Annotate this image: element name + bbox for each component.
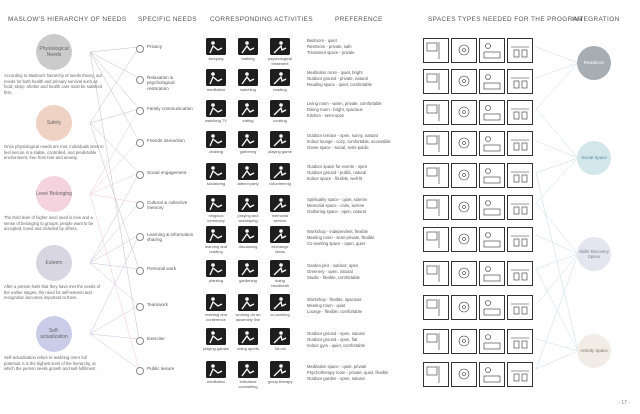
greenery-plan-icon [451,261,477,286]
activity-label: group therapy [267,379,293,384]
activity-label: religious ceremony [207,213,225,223]
activity-item [266,195,294,223]
specific-need-teamwork [136,302,194,311]
activity-label: psychological treatment [267,56,292,66]
activity-label: bathing [241,56,255,61]
specific-need-social [136,170,194,179]
connection-line [536,47,578,63]
node-dot [136,107,144,115]
therapy-icon [270,361,290,378]
activity-item [202,361,230,389]
meeting-plan-icon [451,227,477,252]
dining-plan-icon [451,100,477,125]
specific-need-public-leisure [136,366,194,375]
planting-icon [206,260,226,277]
activity-item [202,100,230,124]
preference-line: Meditation space - quiet, private [307,364,367,369]
connection-line [536,63,578,109]
header-spaces: SPACES TYPES NEEDED FOR THE PROGRAM [428,16,583,23]
socializing-icon [206,163,226,180]
seating-plan-icon [507,131,533,156]
activity-label: discussing [238,244,258,249]
preference-group [307,229,419,248]
specific-need-label: Friends interaction [147,138,185,143]
activity-item [202,195,230,223]
activity-label: planting [208,278,223,283]
treatment-plan-icon [479,38,505,63]
activity-row [202,100,294,124]
specific-need-label: Relaxation & psychological restoration [147,75,175,91]
space-row [423,261,533,286]
exchange-icon [270,226,290,243]
space-row [423,329,533,354]
preference-group [307,38,419,57]
preference-line: Outdoor ground - public, natural [307,170,367,176]
ceremony-icon [206,195,226,212]
need-circle [36,316,72,352]
preference-line: Outdoor ground - open, flat [307,337,358,343]
header-preference: PREFERENCE [335,16,383,23]
connection-line [536,235,578,254]
memorial-icon [270,195,290,212]
need-circle [36,176,72,212]
specific-need-label: Social engagement [147,170,187,175]
specific-need-family [136,106,194,115]
node-dot [136,337,144,345]
activity-label: meeting and conference [204,312,227,322]
connection-line [536,158,578,173]
activity-label: playing games [203,346,229,351]
activity-label: chatting [208,149,223,154]
preference-line: Treatment space - private [307,50,355,56]
kitchen-plan-icon [479,100,505,125]
activity-row [202,328,294,352]
node-dot [136,171,144,179]
reading-icon [270,69,290,86]
activity-label: exchange ideas [271,244,289,254]
activity-label: cooking [273,118,287,123]
activity-item [234,163,262,187]
activity-label: memorial service [271,213,289,223]
activity-label: eating [242,118,254,123]
preference-line: Outdoor garden - open, natural [307,376,365,382]
activity-label: watching TV [205,118,227,123]
sports-plan-icon [451,329,477,354]
activity-label: Tai-chi [274,346,286,351]
assembly-icon [238,294,258,311]
need-description: According to Maslow's hierarchy of needs theory, our needs for both health and primary survival such as food, sleep, shelter and health care must be satisfied first. [4,73,103,95]
activity-label: gardening [239,278,257,283]
preference-line: Meeting room - quiet [307,303,346,309]
lounge-plan-icon [451,131,477,156]
need-circle [36,245,72,281]
activity-item [266,100,294,124]
space-row [423,163,533,188]
gardening-icon [238,260,258,277]
specific-need-label: Learning & information sharing [147,232,194,243]
integration-label: Residence [583,60,605,66]
preference-line: Spirituality space - quiet, solemn [307,197,368,202]
chatting-icon [206,131,226,148]
party-plan-icon [507,163,533,188]
activity-label: gathering [239,149,257,154]
preference-line: Game space - social, semi-public [307,145,369,151]
tv-icon [206,100,226,117]
specific-need-label: Personal work [147,266,177,271]
preference-line: Gathering space - open, natural [307,209,366,215]
meditation-icon [206,69,226,86]
connection-line [536,203,578,254]
need-circle [36,105,72,141]
header-maslow-needs: MASLOW'S HIERARCHY OF NEEDS [8,16,127,23]
activity-label: doing sports [237,346,259,351]
specific-need-exercise [136,336,194,345]
activity-row [202,69,294,93]
specific-need-label: Public leisure [147,366,175,371]
activity-label: attend party [237,181,259,186]
garden-plan-icon [479,362,505,387]
connection-line [536,254,578,369]
activity-row [202,260,294,288]
activity-item [202,294,230,322]
need-description: Self-actualization refers to realizing one's full potential. It is the highest level of the hierarchy, at which the person seeks growth and self-fulfilment. [4,355,97,372]
garden-plot-plan-icon [423,261,449,286]
specific-need-label: Privacy [147,44,163,49]
space-row [423,38,533,63]
eating-icon [238,100,258,117]
bed-icon [206,38,226,55]
office-plan-icon [479,295,505,320]
preference-line: Meeting room - semi-private, flexible [307,235,375,241]
craft-plan-icon [507,261,533,286]
event-plan-icon [423,163,449,188]
specific-need-privacy [136,44,194,53]
lounge-plan-icon [507,69,533,94]
courtyard-plan-icon [507,362,533,387]
node-dot [136,139,144,147]
connection-line [536,339,578,351]
need-self-actualization [4,316,104,395]
preference-line: Lounge - flexible, comfortable [307,309,362,315]
preference-group [307,133,419,152]
court-plan-icon [507,329,533,354]
preference-line: Memorial space - calm, serene [307,203,365,209]
activity-label: individual counseling [238,379,258,389]
activity-label: reading [273,87,287,92]
workshop-plan-icon [423,227,449,252]
activity-item [234,260,262,288]
cooking-icon [270,100,290,117]
preference-line: Meditation room - quiet, bright [307,70,363,75]
terrace-plan-icon [423,131,449,156]
studio-plan-icon [479,261,505,286]
ground-plan-icon [451,163,477,188]
activity-label: volunteering [269,181,291,186]
preference-line: Reading space - quiet, comfortable [307,82,372,88]
preference-group [307,70,419,89]
activity-row [202,131,294,155]
activity-item [266,226,294,254]
specific-need-label: Family communication [147,106,193,111]
doctor-icon [270,38,290,55]
need-description: The third level of higher level need is love and a sense of belonging to groups; people want to be accepted, loved and included by others. [4,215,94,232]
activity-label: playing game [268,149,292,154]
preference-group [307,297,419,316]
table-plan-icon [507,100,533,125]
activity-row [202,294,294,322]
preference-line: Indoor lounge - cozy, comfortable, accessible [307,139,391,145]
activity-item [234,38,262,66]
need-label: Self-actualization [40,328,68,340]
activity-item [234,69,262,93]
handicraft-icon [270,260,290,277]
activity-row [202,226,294,254]
preference-group [307,101,419,120]
preference-line: Workshop - flexible, spacious [307,297,362,302]
connection-line [536,269,578,351]
connection-line [536,141,578,158]
integration-skills-recovery [577,237,611,271]
activity-item [266,38,294,66]
preference-line: Outdoor ground - private, natural [307,76,368,82]
volunteer-icon [270,163,290,180]
connection-line [536,158,578,203]
preference-line: Workshop - independent, flexible [307,229,368,234]
activity-item [266,294,294,322]
space-row [423,100,533,125]
activity-label: working on an assembly line [235,312,261,322]
activity-item [266,361,294,389]
need-description: After a person feels that they have met the needs of the earlier stages, the need for self-esteem and recognition becomes important to them. [4,284,101,301]
specific-need-label: Exercise [147,336,165,341]
need-love-belonging [4,176,104,247]
garden-plan-icon [451,69,477,94]
activity-row [202,163,294,187]
reading-plan-icon [479,69,505,94]
praying-icon [238,195,258,212]
header-activities: CORRESPONDING ACTIVITIES [210,16,313,23]
preference-line: Outdoor space for events - open [307,164,368,169]
specific-need-relaxation [136,75,194,91]
activity-item [234,294,262,322]
preference-line: Indoor gym - quiet, comfortable [307,343,365,349]
specific-need-label: Cultural & collective memory [147,200,188,211]
preference-line: Living room - warm, private, comfortable [307,101,382,106]
integration-residence [577,46,611,80]
activity-label: meditation [206,87,226,92]
specific-need-learning [136,232,194,243]
watching-icon [238,69,258,86]
activity-item [202,260,230,288]
activity-item [266,328,294,352]
coworking-plan-icon [479,227,505,252]
space-row [423,362,533,387]
sports-icon [238,328,258,345]
node-dot [136,233,144,241]
meeting-icon [206,294,226,311]
space-row [423,227,533,252]
discussing-icon [238,226,258,243]
node-dot [136,201,144,209]
activity-label: co-working [270,312,290,317]
party-icon [238,163,258,180]
preference-group [307,331,419,350]
node-dot [136,76,144,84]
activity-label: learning and reading [204,244,228,254]
node-dot [136,303,144,311]
preference-line: Greenery - open, natural [307,269,353,275]
activity-label: doing handicraft [271,278,289,288]
preference-group [307,164,419,183]
activity-item [202,328,230,352]
tai-chi-icon [270,328,290,345]
integration-social [577,141,611,175]
activity-row [202,195,294,223]
activity-label: watching [240,87,256,92]
activity-label: meditation [206,379,226,384]
activity-label: sleeping [208,56,224,61]
preference-line: Outdoor ground - open, natural [307,331,365,336]
preference-line: Studio - flexible, comfortable [307,275,360,281]
counseling-icon [238,361,258,378]
hall-plan-icon [479,163,505,188]
node-dot [136,267,144,275]
specific-need-friends [136,138,194,147]
bedroom-plan-icon [423,38,449,63]
activity-item [202,69,230,93]
game-plan-icon [479,131,505,156]
activity-item [202,163,230,187]
activity-item [266,260,294,288]
preference-line: Indoor space - flexible, well-lit [307,176,362,182]
room-plan-icon [507,38,533,63]
node-dot [136,45,144,53]
preference-group [307,364,419,383]
page-number: - 17 - [618,400,630,406]
activity-item [202,38,230,66]
coworking-icon [270,294,290,311]
need-label: Love/ Belonging [36,191,72,197]
game-icon [270,131,290,148]
meditation-hall-plan-icon [423,362,449,387]
preference-line: Garden plot - outdoor, open [307,263,359,268]
playground-plan-icon [423,329,449,354]
preference-line: Kitchen - semi-open [307,113,345,119]
bathroom-plan-icon [451,38,477,63]
activity-row [202,38,294,66]
space-row [423,131,533,156]
preference-group [307,263,419,282]
connection-line [536,63,578,78]
activity-item [234,226,262,254]
activity-item [266,163,294,187]
activity-label: socializing [206,181,226,186]
gathering-plan-icon [479,195,505,220]
gym-plan-icon [479,329,505,354]
preference-line: Co-working space - open, quiet [307,241,365,247]
specific-need-label: Teamwork [147,302,168,307]
need-description: Once physiological needs are met, individuals seek to feel secure in a stable, controlled, and predictable environment, free from fear and anxiety. [4,144,104,161]
header-specific-needs: SPECIFIC NEEDS [138,16,197,23]
activity-item [234,100,262,124]
need-label: Physiological Needs [39,46,69,58]
workshop-plan-icon [423,295,449,320]
activity-item [234,361,262,389]
activity-item [234,131,262,155]
games-icon [206,328,226,345]
activity-item [266,131,294,155]
activity-row [202,361,294,389]
need-safety [4,105,104,176]
need-label: Safety [46,120,62,126]
integration-label: Activity Space [580,348,608,354]
preference-line: Outdoor terrace - open, sunny, natural [307,133,378,138]
bath-icon [238,38,258,55]
activity-item [202,226,230,254]
learning-icon [206,226,226,243]
activity-label: praying and worshiping [237,213,259,223]
preference-line: Bedroom - quiet [307,38,337,43]
specific-need-personal-work [136,266,194,275]
library-plan-icon [507,227,533,252]
preference-line: Dining room - bright, spacious [307,107,363,113]
activity-item [202,131,230,155]
preference-line: Psychotherapy room - private, quiet, flexible [307,370,389,376]
space-row [423,195,533,220]
need-esteem [4,245,104,316]
preference-group [307,197,419,216]
activity-item [234,328,262,352]
space-row [423,295,533,320]
conference-plan-icon [507,295,533,320]
node-dot [136,367,144,375]
activity-item [266,69,294,93]
therapy-plan-icon [451,362,477,387]
meditation-plan-icon [423,69,449,94]
chapel-plan-icon [507,195,533,220]
memorial-plan-icon [451,195,477,220]
connection-line [536,351,578,369]
space-row [423,69,533,94]
integration-label: Skills Recovery Space [578,248,609,259]
specific-need-cultural [136,200,194,211]
meditation-group-icon [206,361,226,378]
connection-line [536,109,578,158]
need-label: Esteem [45,260,63,266]
assembly-plan-icon [451,295,477,320]
activity-item [234,195,262,223]
preference-line: Restroom - private, safe [307,44,352,50]
spiritual-plan-icon [423,195,449,220]
header-integration: INTEGRATION [572,16,620,23]
need-physiological [4,34,104,105]
need-circle [36,34,72,70]
gathering-icon [238,131,258,148]
integration-label: Social Space [581,155,607,161]
living-plan-icon [423,100,449,125]
integration-activity [577,334,611,368]
